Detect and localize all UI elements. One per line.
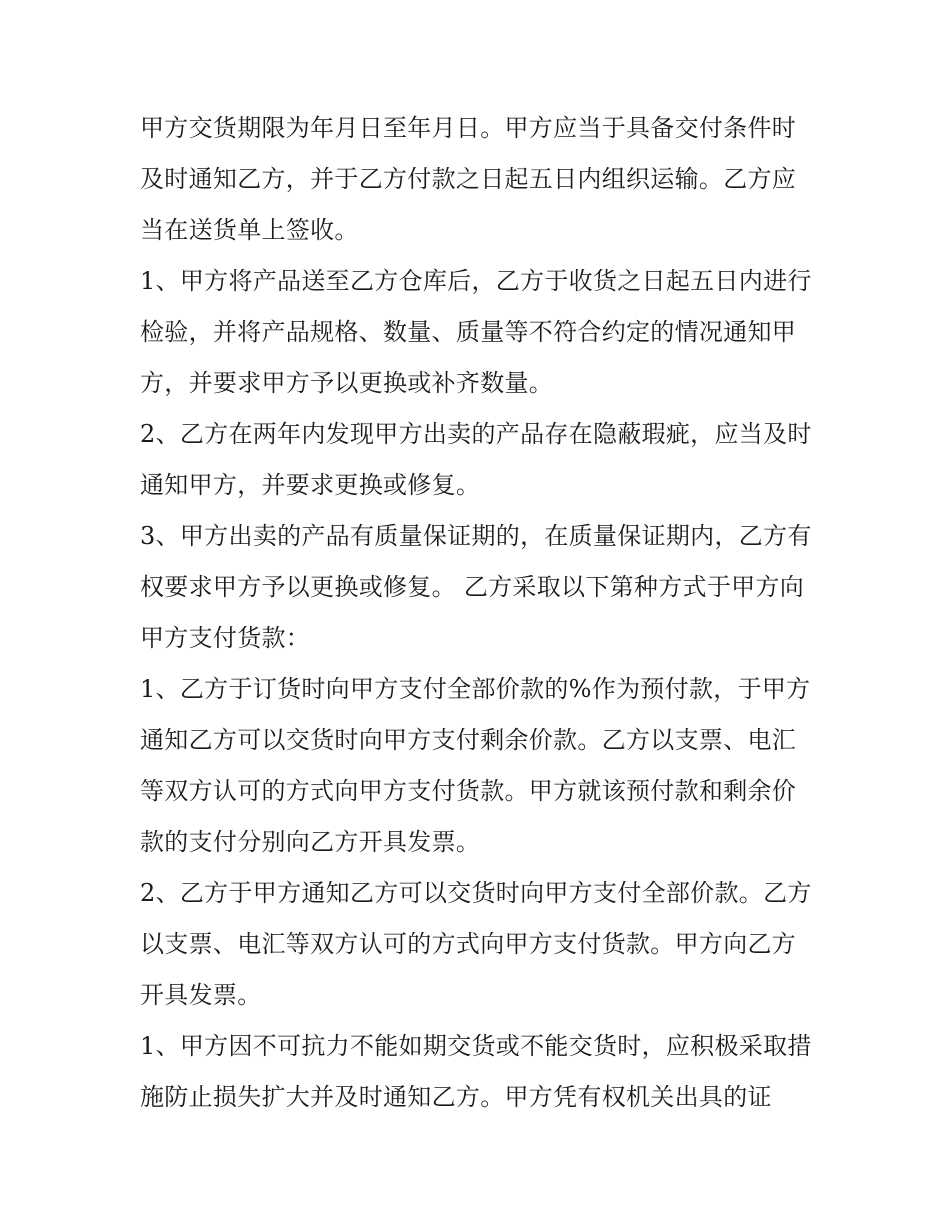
paragraph-warranty-clause: 3、甲方出卖的产品有质量保证期的，在质量保证期内，乙方有权要求甲方予以更换或修复。 乙方采取以下第种方式于甲方向甲方支付货款： bbox=[140, 522, 812, 652]
paragraph-delivery-terms: 甲方交货期限为年月日至年月日。甲方应当于具备交付条件时及时通知乙方，并于乙方付款之日起五日内组织运输。乙方应当在送货单上签收。 bbox=[140, 114, 797, 244]
document-body bbox=[140, 103, 812, 1123]
paragraph-full-payment-option: 2、乙方于甲方通知乙方可以交货时向甲方支付全部价款。乙方以支票、电汇等双方认可的方式向甲方支付货款。甲方向乙方开具发票。 bbox=[140, 879, 812, 1009]
paragraph-prepayment-option: 1、乙方于订货时向甲方支付全部价款的%作为预付款，于甲方通知乙方可以交货时向甲方支付剩余价款。乙方以支票、电汇等双方认可的方式向甲方支付货款。甲方就该预付款和剩余价款的支付分别向乙方开具发票。 bbox=[140, 675, 811, 856]
paragraph-force-majeure-clause: 1、甲方因不可抗力不能如期交货或不能交货时，应积极采取措施防止损失扩大并及时通知乙方。甲方凭有权机关出具的证 bbox=[140, 1032, 812, 1111]
paragraph-hidden-defect-clause: 2、乙方在两年内发现甲方出卖的产品存在隐蔽瑕疵，应当及时通知甲方，并要求更换或修复。 bbox=[140, 420, 812, 499]
paragraph-inspection-clause: 1、甲方将产品送至乙方仓库后，乙方于收货之日起五日内进行检验，并将产品规格、数量、质量等不符合约定的情况通知甲方，并要求甲方予以更换或补齐数量。 bbox=[140, 267, 812, 397]
